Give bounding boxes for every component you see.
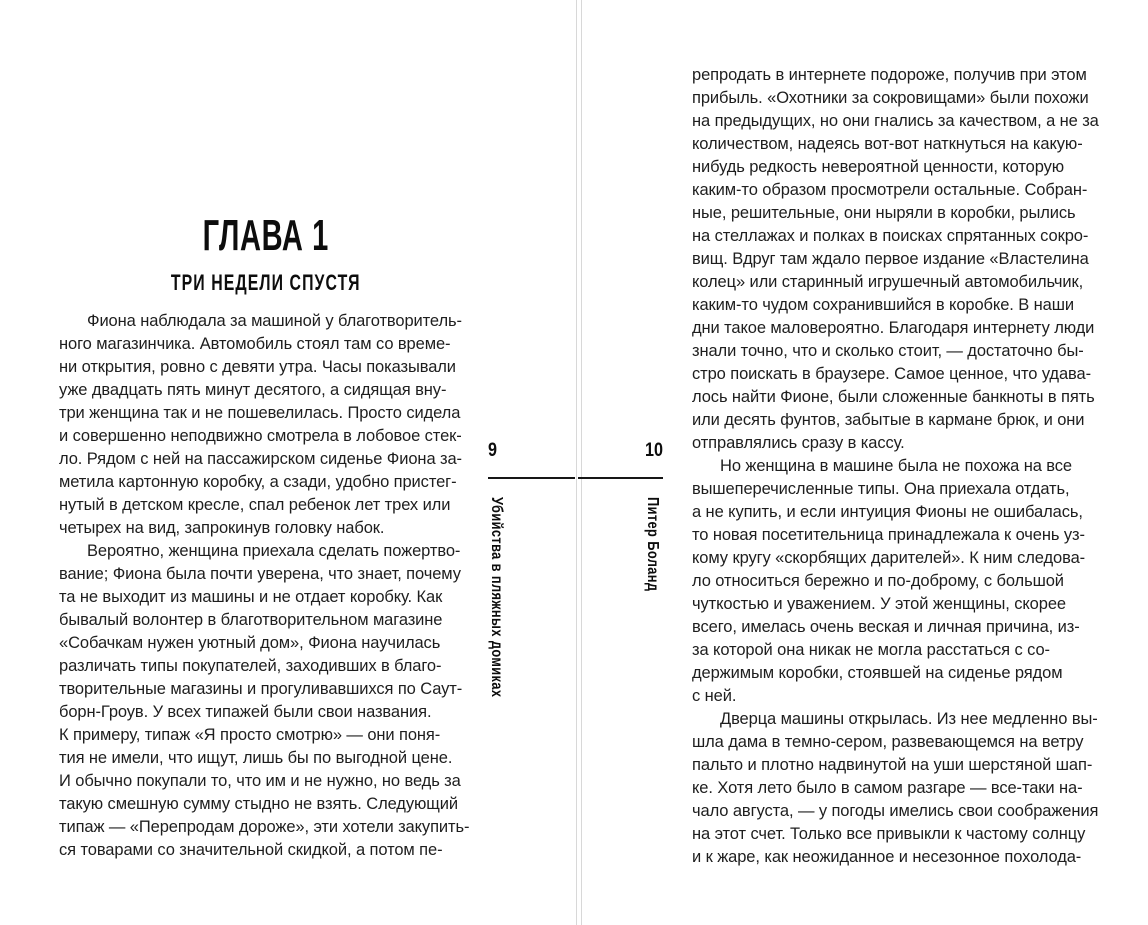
text-line: нутый в детском кресле, спал ребенок лет трех или <box>59 496 451 514</box>
text-line: Но женщина в машине была не похожа на все <box>720 457 1072 475</box>
text-line: колец» или старинный игрушечный автомобильчик, <box>692 273 1084 291</box>
text-line: каким-то образом просмотрели остальные. Собран- <box>692 181 1088 199</box>
chapter-subtitle-text: ТРИ НЕДЕЛИ СПУСТЯ <box>171 270 361 295</box>
text-line: вание; Фиона была почти уверена, что знает, почему <box>59 565 461 583</box>
paragraph <box>692 455 1106 708</box>
text-line: Фиона наблюдала за машиной у благотворитель- <box>87 312 462 330</box>
text-line: за которой она никак не могла расстаться с со- <box>692 641 1050 659</box>
text-line: ло относиться бережно и по-доброму, с большой <box>692 572 1064 590</box>
text-line: на предыдущих, но они гнались за качеством, а не за <box>692 112 1099 130</box>
text-line: уже двадцать пять минут десятого, а сидящая вну- <box>59 381 447 399</box>
paragraph <box>692 64 1106 455</box>
text-line: лось найти Фионе, были сложенные банкноты в пять <box>692 388 1095 406</box>
text-line: чуткостью и уважением. У этой женщины, скорее <box>692 595 1066 613</box>
page-divider <box>576 0 577 925</box>
text-line: та не выходит из машины и не отдает коробку. Как <box>59 588 443 606</box>
text-line: и к жаре, как неожиданное и несезонное похолода- <box>692 848 1082 866</box>
text-line: «Собачкам нужен уютный дом», Фиона научилась <box>59 634 441 652</box>
text-line: шла дама в темно-сером, развевающемся на ветру <box>692 733 1084 751</box>
text-line: метила картонную коробку, а сзади, удобно пристег- <box>59 473 457 491</box>
text-line: нибудь редкость невероятной ценности, которую <box>692 158 1065 176</box>
chapter-title <box>60 211 472 268</box>
text-line: каким-то чудом сохранившийся в коробке. В наши <box>692 296 1074 314</box>
text-line: различать типы покупателей, заходивших в благо- <box>59 657 442 675</box>
text-line: творительные магазины и прогуливавшихся по Саут- <box>59 680 463 698</box>
text-line: на стеллажах и полках в поисках спрятанных сокро- <box>692 227 1089 245</box>
running-title-left: Убийства в пляжных домиках <box>488 497 505 698</box>
page-body-right <box>692 64 1106 869</box>
text-line: всего, имелась очень веская и личная причина, из- <box>692 618 1080 636</box>
text-line: пальто и плотно надвинутой на уши шерстяной шап- <box>692 756 1093 774</box>
text-line: стро поискать в браузере. Самое ценное, что удава- <box>692 365 1091 383</box>
text-line: количеством, надеясь вот-вот наткнуться на какую- <box>692 135 1083 153</box>
text-line: четырех на вид, запрокинув головку набок. <box>59 519 385 537</box>
page-divider <box>581 0 582 925</box>
text-line: ни открытия, ровно с девяти утра. Часы показывали <box>59 358 456 376</box>
text-line: три женщина так и не пошевелилась. Просто сидела <box>59 404 461 422</box>
text-line: дни такое маловероятно. Благодаря интернету люди <box>692 319 1095 337</box>
paragraph <box>59 540 473 862</box>
page-number-right: 10 <box>645 440 663 461</box>
text-line: борн-Гроув. У всех типажей были свои названия. <box>59 703 432 721</box>
text-line: прибыль. «Охотники за сокровищами» были похожи <box>692 89 1089 107</box>
text-line: тия не имели, что ищут, лишь бы по выгодной цене. <box>59 749 453 767</box>
text-line: то новая посетительница принадлежала к очень уз- <box>692 526 1085 544</box>
chapter-subtitle <box>60 270 472 299</box>
text-line: ло. Рядом с ней на пассажирском сиденье Фиона за- <box>59 450 462 468</box>
text-line: И обычно покупали то, что им и не нужно, но ведь за <box>59 772 461 790</box>
text-line: ные, решительные, они ныряли в коробки, рылись <box>692 204 1076 222</box>
page-body-left <box>59 310 473 862</box>
text-line: и совершенно неподвижно смотрела в лобовое стек- <box>59 427 462 445</box>
text-line: ся товарами со значительной скидкой, а потом пе- <box>59 841 443 859</box>
text-line: Вероятно, женщина приехала сделать пожертво- <box>87 542 461 560</box>
text-line: а не купить, и если интуиция Фионы не ошибалась, <box>692 503 1083 521</box>
text-line: К примеру, типаж «Я просто смотрю» — они поня- <box>59 726 441 744</box>
text-line: типаж — «Перепродам дороже», эти хотели закупить- <box>59 818 470 836</box>
text-line: на этот счет. Только все привыкли к частому солнцу <box>692 825 1086 843</box>
page-number-left: 9 <box>488 440 497 461</box>
page-header-rule-left <box>488 477 575 479</box>
text-line: держимым коробки, стоявшей на сиденье рядом <box>692 664 1063 682</box>
text-line: чало августа, — у погоды имелись свои соображения <box>692 802 1099 820</box>
text-line: репродать в интернете подороже, получив при этом <box>692 66 1087 84</box>
chapter-title-text: ГЛАВА 1 <box>202 211 330 260</box>
text-line: такую смешную сумму стыдно не взять. Следующий <box>59 795 458 813</box>
text-line: Дверца машины открылась. Из нее медленно вы- <box>720 710 1098 728</box>
text-line: кому кругу «скорбящих дарителей». К ним следова- <box>692 549 1086 567</box>
text-line: с ней. <box>692 687 737 705</box>
paragraph <box>692 708 1106 869</box>
text-line: бывалый волонтер в благотворительном магазине <box>59 611 443 629</box>
page-header-rule-right <box>578 477 663 479</box>
text-line: или десять фунтов, забытые в кармане брюк, и они <box>692 411 1085 429</box>
paragraph <box>59 310 473 540</box>
text-line: ке. Хотя лето было в самом разгаре — все-таки на- <box>692 779 1083 797</box>
text-line: отправлялись сразу в кассу. <box>692 434 905 452</box>
text-line: вищ. Вдруг там ждало первое издание «Властелина <box>692 250 1089 268</box>
text-line: ного магазинчика. Автомобиль стоял там со време- <box>59 335 451 353</box>
text-line: вышеперечисленные типы. Она приехала отдать, <box>692 480 1070 498</box>
text-line: знали точно, что и сколько стоит, — достаточно бы- <box>692 342 1084 360</box>
running-title-right: Питер Боланд <box>644 497 661 592</box>
